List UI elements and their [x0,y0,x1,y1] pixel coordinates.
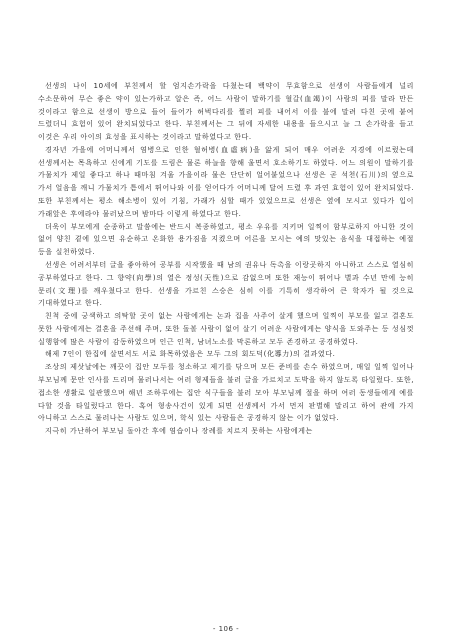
paragraph-harmony: 해제 7인이 한집에 살면서도 서로 화목하였음은 모두 그의 회도덕(化導力)의 결과였다. [45,349,336,359]
paragraph-learning: 선생은 어려서부터 글을 좋아하여 공부를 시작했을 때 남의 권유나 독촉을 이랑곳하지 아니하고 스스로 열심히 공부하였다고 한다. 그 향약(向學)의 열은 정성(天性)으로 감없으며 또한 재능이 뛰어나 별과 수년 만에 능히 문리(文理)를 깨우쳤다고 한다. 선생을 가르친 스승은 심히 이를 기특히 생각하여 큰 학자가 될 것으로 기대하였다고 한다. [38,259,414,308]
paragraph-obedience: 더욱이 부모에게 순종하고 말씀에는 반드시 복종하였고, 평소 우유를 지키며 일찍이 함부로하지 아니한 것이 없어 양친 곁에 있으면 유순하고 온화한 용가짐을 지켰으며 어른을 모시는 예의 맛있는 음식을 대접하는 예절 등을 실천하였다. [38,221,414,257]
paragraph-ancestral-rites: 조상의 제삿날에는 깨끗이 집안 모두를 청소하고 제기를 닦으며 모든 준비를 손수 하였으며, 매일 일찍 일어나 부모님께 문안 인사를 드리며 물러나서는 여러 형제들을 불러 글을 가르치고 도박을 하지 않도록 타일렀다. 또한, 접소한 생활로 일관했으며 해년 조하루에는 집안 식구들을 불러 모아 부모님께 절을 하며 여러 동생들에게 예를 다할 것을 타일렀다고 한다. 혹여 형송사건이 있게 되면 선생께서 가서 먼저 판별해 말리고 하여 관에 가지 아니하고 스스로 물러나는 사람도 있으며, 학식 있는 사람들은 공경하지 않는 이가 없었다. [38,362,414,423]
paragraph-funerals: 지극히 가난하여 부모님 돌아간 후에 염습이나 장례를 치르지 못하는 사람에게는 [45,426,313,436]
page-number: - 106 - [212,625,240,633]
paragraph-relatives: 친척 중에 궁색하고 의탁할 곳이 없는 사람에게는 논과 집을 사주어 살게 했으며 일찍이 부모를 잃고 결혼도 못한 사람에게는 결혼을 주선해 주며, 또한 돌볼 사람이 없어 살기 어려운 사람에게는 양식을 도와주는 등 성심껏 실행함에 많은 사람이 감동하였으며 인근 인척, 남녀노소를 막론하고 모두 존경하고 공경하였다. [38,311,414,346]
paragraph-mother-illness: 경자년 가을에 어머니께서 염병으로 인한 혈허병(血虛病)을 앓게 되어 매우 어려운 지경에 이르렀는데 선생께서는 목욕하고 신에게 기도를 드림은 물론 하늘을 향해 울면서 호소하기도 하였다. 어느 의원이 말하기를 가물치가 제일 좋다고 하나 때마침 겨울 가을이라 물은 단단히 얼어붙었으나 선생은 곧 석천(石川)의 옆으로 가서 얼음을 깨니 가물치가 틈에서 뛰어나와 이를 얻어다가 어머니께 달여 드렸 후 과연 효험이 있어 완치되었다. 또한 부친께서는 평소 해소병이 있어 기침, 가래가 심할 때가 있었으므로 선생은 옆에 모시고 있다가 입이 가래앞은 후에라야 물러났으며 밤마다 이렇게 하였다고 한다. [38,144,414,218]
document-body [38,80,414,438]
paragraph-filial-blood: 선생의 나이 10세에 부친께서 할 엄지손가락을 다쳤는데 백약이 무효함으로 선생이 사람들에게 널리 수소문하여 무슨 좋은 약이 있는가하고 알은 즉, 어느 사람이 말하기를 혈갈(血竭)이 사람의 피를 말라 만든 것이라고 함으로 선생이 방으로 들어 들어가 허벅다리를 찔러 피를 내어서 이를 불에 말려 다친 곳에 붙여 드렸더니 효험이 있어 완치되었다고 한다. 부친께서는 그 뒤에 자세한 내용을 들으시고 늘 그 손가락을 들고 이것은 우리 아이의 효성을 표시하는 것이라고 말하였다고 한다. [38,81,414,142]
